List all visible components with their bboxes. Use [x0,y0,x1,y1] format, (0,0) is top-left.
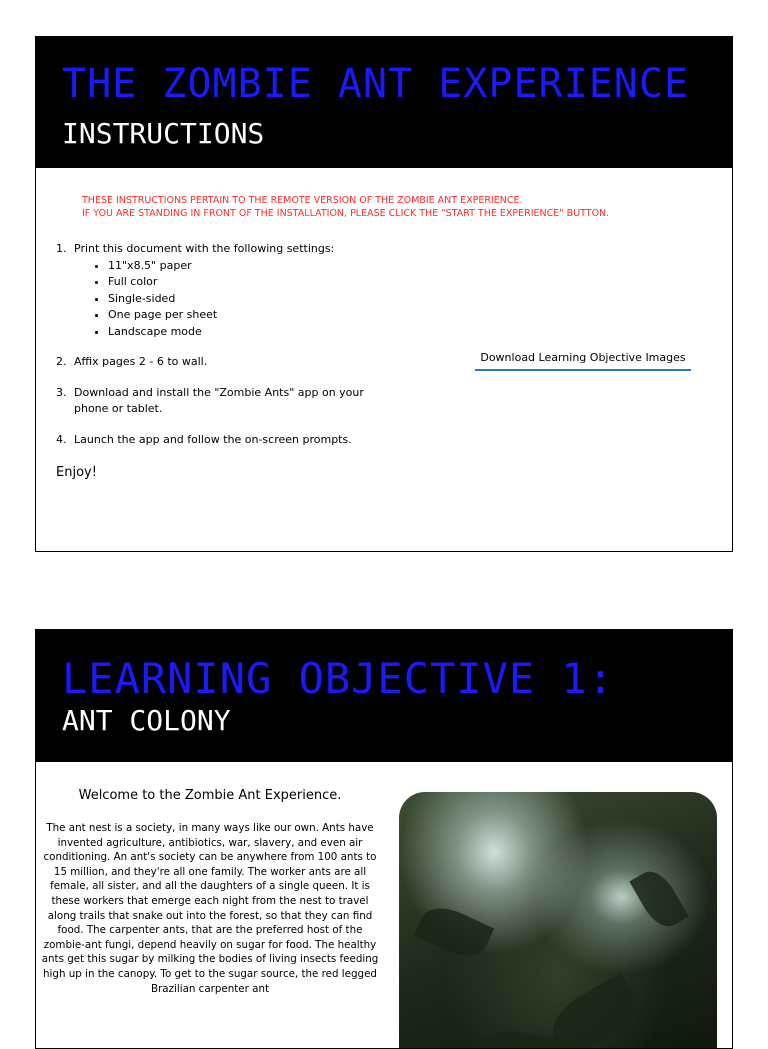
list-item: • Full color [108,274,396,291]
objective-title: LEARNING OBJECTIVE 1: [62,654,615,703]
objective-body-text: The ant nest is a society, in many ways like our own. Ants have invented agriculture, antibiotics, war, slavery, and even air conditioning. An ant's society can be anywhere from 100 ants to 15 million, and they're all one family. The worker ants are all female, all sister, and all the daughters of a single queen. It is these workers that emerge each night from the nest to travel along trails that snake out into the forest, so that they can find food. The carpenter ants, that are the preferred host of the zombie-ant fungi, depend heavily on sugar for food. The healthy ants get this sugar by milking the bodies of living insects feeding high up in the canopy. To get to the sugar source, the red legged Brazilian carpenter ant [41,822,379,995]
list-item: • One page per sheet [108,307,396,324]
notice-line-2: IF YOU ARE STANDING IN FRONT OF THE INSTALLATION, PLEASE CLICK THE "START THE EXPERIENCE" BUTTON. [82,208,610,219]
page-subtitle: INSTRUCTIONS [62,117,265,150]
step-number: 2. [56,355,67,368]
instructions-header [36,37,732,168]
step-3 [56,385,396,418]
objective-subtitle: ANT COLONY [62,704,231,737]
welcome-heading: Welcome to the Zombie Ant Experience. [78,788,342,803]
page-title: THE ZOMBIE ANT EXPERIENCE [62,61,690,107]
step-text: Download and install the "Zombie Ants" app on your phone or tablet. [74,385,364,415]
learning-objective-page [35,629,733,1049]
list-item: • Single-sided [108,291,396,308]
objective-header [36,630,732,762]
instruction-steps [56,241,396,448]
step-text: Print this document with the following settings: [74,242,335,255]
print-settings-list [74,258,396,341]
step-text: Affix pages 2 - 6 to wall. [74,355,208,368]
step-number: 3. [56,385,67,399]
remote-notice [82,194,609,220]
forest-canopy-photo [399,792,717,1049]
step-4 [56,432,396,449]
list-item: • Landscape mode [108,324,396,341]
enjoy-text: Enjoy! [56,465,97,480]
step-text: Launch the app and follow the on-screen prompts. [74,432,352,446]
step-number: 1. [56,242,67,255]
step-number: 4. [56,432,67,446]
list-item: • 11"x8.5" paper [108,258,396,275]
step-2 [56,354,396,371]
instructions-page [35,36,733,552]
download-images-link[interactable]: Download Learning Objective Images [475,351,691,371]
step-1 [56,241,396,340]
notice-line-1: THESE INSTRUCTIONS PERTAIN TO THE REMOTE VERSION OF THE ZOMBIE ANT EXPERIENCE. [82,195,523,206]
